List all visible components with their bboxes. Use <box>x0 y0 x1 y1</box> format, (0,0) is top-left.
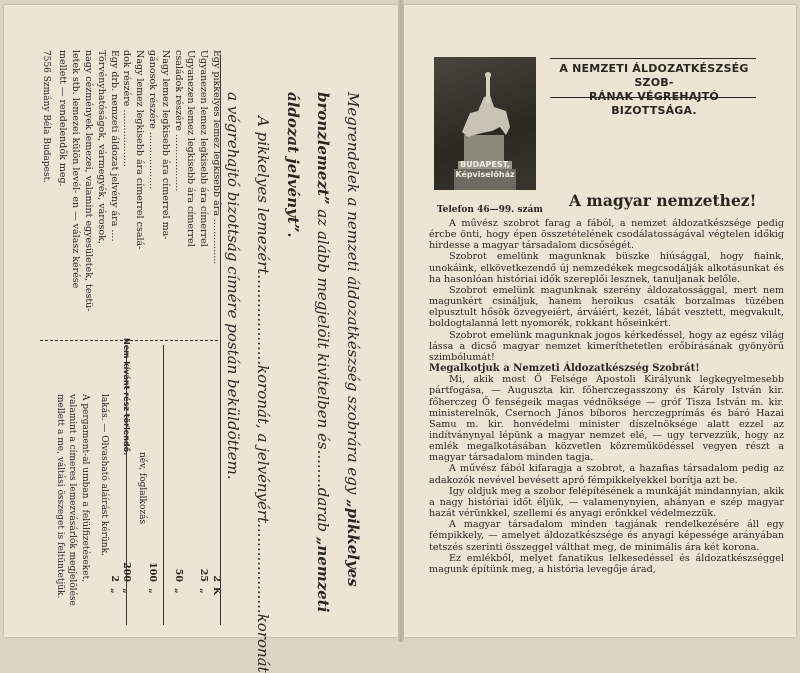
price-text: Egy drb. nemzeti áldozat jelvény ára .... <box>108 50 120 242</box>
price-text: Nagy lemez legkisebb ára címerrel csalá- <box>134 50 146 250</box>
price-value <box>158 548 171 582</box>
price-text: letek stb. lemezei külön levél- en — válasz kérése <box>70 50 82 289</box>
photo-caption-building: Képviselőház <box>455 170 515 179</box>
price-value: 2 <box>211 575 222 582</box>
appeal-paragraph: Mi, akik most Ő Felsége Apostoli Királyunk legkegyelmesebb pártfogása, — Auguszta kir. főherczegasszony és Károly István kir. főherczeg Ő fenségeik magas védnöksége — gróf Tisza István m. kir. ministerelnök, Csernoch János bíboros herczegprímás és báró Hazai Samu m. kir. honvédelmi minister díszelnöksége alatt ezzel az indítványnyal lépünk a magyar nemzet elé, — ugy tervezzük, hogy az emlék megalkotásában közvetlen közreműködéssel vegyen részt a magyar társadalom minden tagja. <box>429 374 784 464</box>
appeal-paragraph: A magyar társadalom minden tagjának rendelkezésére áll egy fémpikkely, — amelyet áldozatkészsége és anyagi képessége arányában tetszés szerinti összeggel válthat meg, de minimális ára két korona. <box>429 519 784 553</box>
appeal-paragraph: Ez emlékből, melyet fanatikus lelkesedéssel és áldozatkészséggel magunk építünk meg, a história levegője árad, <box>429 552 784 575</box>
price-text: gánosok részére ................... <box>147 50 159 190</box>
price-text: Ugyanezen lemez legkisebb ára címerrel <box>198 50 210 247</box>
form-rule <box>220 55 221 625</box>
order-line-4[interactable]: A pikkelyes lemezért...................koronát, a jelvényért...................koronát <box>254 116 272 673</box>
price-unit <box>184 582 197 600</box>
parchment-note: A pergament-al umban a felülfizetéseket, valamint a címeres lemezvásárlók megjelölése mellett a me, váltási összeget is feltüntetjük. <box>55 394 90 606</box>
price-footer <box>39 50 52 600</box>
price-unit: „ <box>121 588 133 594</box>
address-signature-label: lakás. — Olvasható aláírást kérünk. <box>99 394 109 556</box>
appeal-paragraph: Igy oldjuk meg a szobor felépítésének a munkáját mindannyian, akik a nagy históriai időt éljük, — valamenynyien, ahányan e szép magyar hazát vérünkkel, szellemi és anyagi erőnkkel védelmezzük. <box>429 485 784 520</box>
price-text: dok részére ................... <box>121 50 133 167</box>
committee-rule-bottom <box>550 97 756 98</box>
price-unit: „ <box>147 588 159 594</box>
printer-imprint: 7556 Szmány Béla Budapest. <box>40 50 51 184</box>
name-occupation-label: név, foglalkozás <box>137 452 147 525</box>
phone-number: Telefon 46—99. szám <box>437 205 543 215</box>
price-text: Ugyanezen lemez legkisebb ára címerrel <box>185 50 197 247</box>
price-text: Nagy lemez legkisebb ára címerrel ma- <box>159 50 171 240</box>
price-value: 50 <box>172 568 184 582</box>
appeal-paragraph: Szobrot emelünk magunknak szerény áldozatossággal, mert nem magunkért csináljuk, hanem heroikus csaták borzalmas tüzében elpusztult hősök özvegyeiért, árváiért, kezét, lábát vesztett, megvakult, boldogtalanná lett nyomorék, rokkant hőseinkért. <box>429 284 784 330</box>
price-text: nagy cézmények lemezei, valamint egyesületek, testü- <box>83 50 95 312</box>
photo-caption-city: BUDAPEST, <box>460 160 510 169</box>
price-row <box>171 50 184 600</box>
price-value: 200 <box>121 562 133 582</box>
signature-line-2[interactable] <box>126 345 127 625</box>
price-row <box>158 50 171 600</box>
order-line-3: áldozat jelvényt”. <box>284 92 302 238</box>
price-unit <box>158 582 171 600</box>
appeal-paragraph: Szobrot emelünk magunknak jogos kérkedéssel, hogy az egész világ lássa a dicső magyar nemzet kimeríthetetlen erőbírásának gyönyörű szimbólumát! <box>429 329 784 363</box>
not-needed-note: Nem kívánt rész törlendő. <box>122 338 131 456</box>
appeal-headline: A magyar nemzethez! <box>569 191 757 210</box>
order-line-5: a végrehajtó bizottság címére postán beküldöttem. <box>224 92 242 480</box>
statue-photo <box>434 57 536 190</box>
price-text: mellett — rendelendők meg. <box>57 50 69 187</box>
committee-title: A NEMZETI ÁLDOZATKÉSZSÉG SZOB- RÁNAK VÉGREHAJTÓ BIZOTTSÁGA. <box>559 62 749 117</box>
price-text: Egy pikkelyes lemez legkisebb ára ............... <box>211 50 222 265</box>
appeal-paragraph: A művész szobrot farag a fából, a nemzet áldozatkészsége pedig ércbe önti, hogy épen összetételének csodálatosságával végtelen időkig hirdesse a magyar társadalom dicsőségét. <box>429 218 784 252</box>
price-row <box>184 50 197 600</box>
order-line-2: bronzlemezt” az alább megjelölt kivitelben és........darab „nemzeti <box>314 92 332 613</box>
appeal-subheading: Megalkotjuk a Nemzeti Áldozatkészség Szobrát! <box>429 363 700 375</box>
price-unit: „ <box>108 588 120 594</box>
signature-line-1[interactable] <box>163 345 164 625</box>
price-text: Törvényhatóságok, vármegyék, városok, <box>95 50 107 244</box>
price-value: 25 <box>198 568 210 582</box>
price-value: 2 <box>108 575 120 582</box>
cut-line <box>40 340 218 341</box>
committee-rule-top <box>550 58 756 59</box>
appeal-paragraph: Szobrot emelünk magunknak büszke hiúsággal, hogy fiaink, unokáink, elkövetkezendő új nemzedékek megcsodálják alkotásunkat és ha hasonlóan históriai idők szereplői lesznek, tanuljanak belőle. <box>429 251 784 285</box>
order-line-1: Megrendelek a nemzeti áldozatkészség szobrára egy „pikkelyes <box>344 92 362 587</box>
price-text: családok részére ................... <box>172 50 184 192</box>
price-unit: „ <box>198 588 210 594</box>
price-value: 100 <box>147 562 159 582</box>
price-unit: K <box>211 586 222 596</box>
price-value <box>184 548 197 582</box>
price-unit: „ <box>172 588 184 594</box>
price-row <box>196 50 209 600</box>
appeal-paragraph: A művész fából kifaragja a szobrot, a hazafias társadalom pedig az adakozók nevével bevésett apró fémpikkelyekkel borítja azt be. <box>429 463 784 486</box>
appeal-body <box>429 218 784 575</box>
